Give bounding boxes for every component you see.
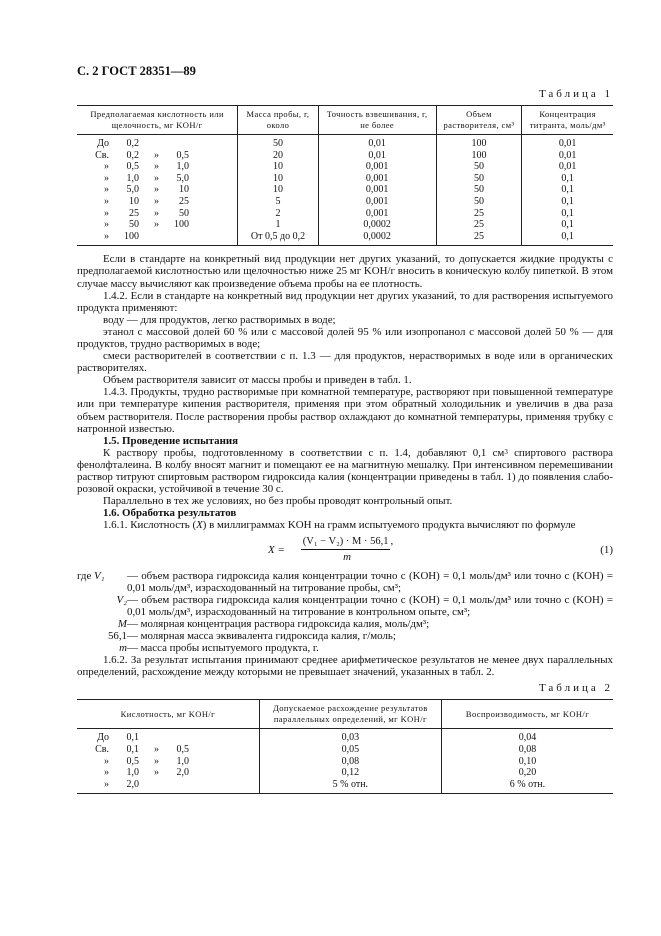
reproducibility-cell: 6 % отн.: [441, 779, 613, 794]
range-cell: [77, 767, 259, 779]
range-from: 1,0: [126, 767, 139, 779]
accuracy-cell: 0,01: [318, 150, 436, 162]
page-header: С. 2 ГОСТ 28351—89: [77, 64, 196, 78]
volume-cell: 50: [436, 196, 522, 208]
table-row: [77, 173, 613, 185]
range-ditto: »: [154, 195, 159, 207]
range-to: 5,0: [176, 172, 189, 184]
mass-cell: 5: [238, 196, 318, 208]
formula-1: [77, 535, 613, 566]
range-cell: [77, 196, 238, 208]
t1-header-volume: Объем растворителя, см³: [436, 106, 522, 135]
formula-lhs: X =: [268, 543, 285, 556]
volume-cell: 25: [436, 208, 522, 220]
t2-header-acidity: Кислотность, мг KOH/г: [77, 700, 259, 729]
document-page: [77, 64, 613, 794]
volume-cell: 25: [436, 219, 522, 231]
range-cell: [77, 173, 238, 185]
range-from: 0,2: [126, 149, 139, 161]
mass-cell: От 0,5 до 0,2: [238, 231, 318, 246]
paragraph: 1.6.1. Кислотность (X) в миллиграммах KOH на грамм испытуемого продукта вычисляют по формуле: [103, 519, 576, 532]
paragraph: Если в стандарте на конкретный вид продукции нет других указаний, то допускается жидкие продукты с предполагаемой кислотностью или щелочностью ниже 25 мг KOH/г вносить в коническую колбу пипеткой. В этом случае массу вычисляют как произведение объема пробы на ее плотность.: [77, 253, 613, 290]
table1-caption: Таблица 1: [538, 88, 613, 100]
t1-header-concentration: Концентрация титранта, моль/дм³: [522, 106, 613, 135]
range-from: 0,5: [126, 161, 139, 173]
range-prefix: »: [104, 230, 109, 242]
range-prefix: »: [104, 778, 109, 790]
mass-cell: 1: [238, 219, 318, 231]
difference-cell: 0,03: [259, 729, 441, 744]
table-row: [77, 184, 613, 196]
range-prefix: »: [104, 219, 109, 231]
range-to: 25: [179, 195, 189, 207]
reproducibility-cell: 0,10: [441, 756, 613, 768]
formula-numerator: (V₁ − V₂) · M · 56,1: [301, 536, 391, 550]
t1-header-accuracy: Точность взвешивания, г, не более: [318, 106, 436, 135]
t2-header-reproducibility: Воспроизводимость, мг KOH/г: [441, 700, 613, 729]
concentration-cell: 0,1: [522, 184, 613, 196]
table-row: [77, 729, 613, 744]
paragraph: воду — для продуктов, легко растворимых в воде;: [103, 313, 336, 326]
table-row: [77, 231, 613, 246]
range-prefix: »: [104, 195, 109, 207]
table1-body: [77, 135, 613, 246]
paragraph: 1.6.2. За результат испытания принимают среднее арифметическое результатов не менее двух параллельных определений, расхождение между которыми не превышает значений, указанных в табл. 2.: [77, 654, 613, 679]
table-row: [77, 208, 613, 220]
range-prefix: Св.: [95, 743, 109, 755]
range-from: 0,5: [126, 755, 139, 767]
mass-cell: 20: [238, 150, 318, 162]
accuracy-cell: 0,001: [318, 161, 436, 173]
definition-56-1: 56,1 — молярная масса эквивалента гидроксида калия, г/моль;: [107, 629, 396, 642]
range-prefix: »: [104, 767, 109, 779]
range-ditto: »: [154, 161, 159, 173]
definition-m-lower: m — масса пробы испытуемого продукта, г.: [119, 642, 319, 655]
table-2: [77, 699, 613, 794]
range-ditto: »: [154, 743, 159, 755]
range-cell: [77, 729, 259, 744]
volume-cell: 50: [436, 161, 522, 173]
range-to: 10: [179, 184, 189, 196]
reproducibility-cell: 0,04: [441, 729, 613, 744]
range-to: 100: [174, 219, 189, 231]
range-ditto: »: [154, 172, 159, 184]
range-cell: [77, 219, 238, 231]
table-row: [77, 161, 613, 173]
range-prefix: »: [104, 207, 109, 219]
concentration-cell: 0,01: [522, 150, 613, 162]
paragraph: 1.4.2. Если в стандарте на конкретный вид продукции нет других указаний, то для растворения испытуемого продукта применяют:: [77, 289, 613, 314]
range-prefix: До: [97, 732, 109, 744]
range-prefix: »: [104, 161, 109, 173]
range-from: 1,0: [126, 172, 139, 184]
accuracy-cell: 0,001: [318, 196, 436, 208]
t2-header-difference: Допускаемое расхождение результатов параллельных определений, мг KOH/г: [259, 700, 441, 729]
range-prefix: До: [97, 138, 109, 149]
paragraph: этанол с массовой долей 60 % или с массовой долей 95 % или изопропанол с массовой долей 50 % — для продуктов, трудно растворимых в воде;: [77, 325, 613, 350]
table2-body: [77, 729, 613, 794]
mass-cell: 10: [238, 161, 318, 173]
range-cell: [77, 231, 238, 246]
range-to: 1,0: [176, 161, 189, 173]
paragraph: 1.4.3. Продукты, трудно растворимые при комнатной температуре, растворяют при повышенной температуре или при температуре кипения растворителя, применяя при этом обратный холодильник и увеличив в два раза объем растворителя. После растворения пробы раствор охлаждают до комнатной температуры, применяя трубку с натронной известью.: [77, 386, 613, 435]
definition-v1: где V₁ — объем раствора гидроксида калия концентрации точно c (KOH) = 0,1 моль/дм³ или точно c (KOH) = 0,01 моль/дм³, израсходованный на титрование пробы, см³;: [77, 569, 613, 594]
range-from: 0,2: [126, 138, 139, 149]
range-from: 0,1: [126, 743, 139, 755]
t1-header-acidity: Предполагаемая кислотность или щелочность, мг KOH/г: [77, 106, 238, 135]
concentration-cell: 0,1: [522, 219, 613, 231]
table-row: [77, 135, 613, 150]
concentration-cell: 0,1: [522, 173, 613, 185]
difference-cell: 5 % отн.: [259, 779, 441, 794]
difference-cell: 0,05: [259, 744, 441, 756]
range-cell: [77, 184, 238, 196]
table-row: [77, 196, 613, 208]
range-ditto: »: [154, 755, 159, 767]
mass-cell: 10: [238, 173, 318, 185]
reproducibility-cell: 0,20: [441, 767, 613, 779]
paragraph: К раствору пробы, подготовленному в соответствии с п. 1.4, добавляют 0,1 $см^3$ спиртового раствора фенолфталеина. В колбу вносят магнит и помещают ее на магнитную мешалку. При интенсивном перемешивании раствор титруют спиртовым раствором гидроксида калия (концентрации приведены в табл. 1) до появления слабо-розовой окраски, устойчивой в течение 30 с.: [77, 446, 613, 496]
concentration-cell: 0,1: [522, 208, 613, 220]
body-text: [77, 253, 613, 678]
paragraph: смеси растворителей в соответствии с п. 1.3 — для продуктов, нерастворимых в воде или в органических растворителях.: [77, 350, 613, 375]
paragraph: Параллельно в тех же условиях, но без пробы проводят контрольный опыт.: [103, 495, 453, 508]
formula-number: (1): [600, 543, 613, 556]
range-prefix: »: [104, 184, 109, 196]
range-from: 50: [129, 219, 139, 231]
formula-fraction: (V₁ − V₂) · M · 56,1 , m: [287, 535, 407, 563]
accuracy-cell: 0,0002: [318, 231, 436, 246]
range-from: 2,0: [126, 778, 139, 790]
range-cell: [77, 161, 238, 173]
table-row: [77, 150, 613, 162]
reproducibility-cell: 0,08: [441, 744, 613, 756]
range-ditto: »: [154, 184, 159, 196]
table-row: [77, 744, 613, 756]
range-ditto: »: [154, 207, 159, 219]
range-ditto: »: [154, 767, 159, 779]
range-cell: [77, 135, 238, 150]
range-from: 5,0: [126, 184, 139, 196]
table-row: [77, 756, 613, 768]
range-prefix: Св.: [95, 149, 109, 161]
section-heading-1-5: 1.5. Проведение испытания: [103, 434, 239, 447]
concentration-cell: 0,1: [522, 196, 613, 208]
table-row: [77, 779, 613, 794]
volume-cell: 100: [436, 135, 522, 150]
range-from: 100: [124, 230, 139, 242]
volume-cell: 50: [436, 173, 522, 185]
range-cell: [77, 756, 259, 768]
range-to: 50: [179, 207, 189, 219]
formula-denominator: m: [343, 550, 351, 563]
range-cell: [77, 208, 238, 220]
range-to: 2,0: [176, 767, 189, 779]
volume-cell: 25: [436, 231, 522, 246]
concentration-cell: 0,01: [522, 135, 613, 150]
range-from: 25: [129, 207, 139, 219]
range-ditto: »: [154, 149, 159, 161]
accuracy-cell: 0,001: [318, 184, 436, 196]
range-ditto: »: [154, 219, 159, 231]
range-from: 10: [129, 195, 139, 207]
table2-caption: Таблица 2: [538, 682, 613, 695]
variable-definitions: [77, 570, 613, 655]
range-cell: [77, 779, 259, 794]
range-to: 0,5: [176, 743, 189, 755]
definition-v2: V₂ — объем раствора гидроксида калия концентрации точно c (KOH) = 0,1 моль/дм³ или точно c (KOH) = 0,01 моль/дм³, израсходованный на титрование в контрольном опыте, см³;: [116, 593, 613, 618]
range-cell: [77, 744, 259, 756]
table-1: [77, 105, 613, 246]
difference-cell: 0,08: [259, 756, 441, 768]
volume-cell: 100: [436, 150, 522, 162]
accuracy-cell: 0,0002: [318, 219, 436, 231]
range-to: 1,0: [176, 755, 189, 767]
mass-cell: 10: [238, 184, 318, 196]
paragraph: Объем растворителя зависит от массы пробы и приведен в табл. 1.: [103, 374, 412, 387]
table-row: [77, 219, 613, 231]
mass-cell: 50: [238, 135, 318, 150]
difference-cell: 0,12: [259, 767, 441, 779]
range-from: 0,1: [126, 732, 139, 744]
accuracy-cell: 0,01: [318, 135, 436, 150]
range-to: 0,5: [176, 149, 189, 161]
table-row: [77, 767, 613, 779]
accuracy-cell: 0,001: [318, 208, 436, 220]
definition-m-upper: M — молярная концентрация раствора гидроксида калия, моль/дм³;: [117, 617, 430, 630]
accuracy-cell: 0,001: [318, 173, 436, 185]
concentration-cell: 0,01: [522, 161, 613, 173]
range-prefix: »: [104, 172, 109, 184]
section-heading-1-6: 1.6. Обработка результатов: [103, 507, 237, 520]
range-prefix: »: [104, 755, 109, 767]
t1-header-mass: Масса пробы, г, около: [238, 106, 318, 135]
mass-cell: 2: [238, 208, 318, 220]
concentration-cell: 0,1: [522, 231, 613, 246]
volume-cell: 50: [436, 184, 522, 196]
range-cell: [77, 150, 238, 162]
